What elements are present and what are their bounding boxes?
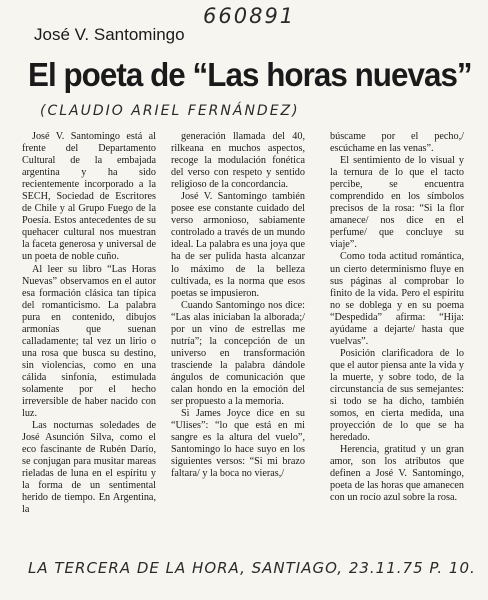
paragraph: búscame por el pecho,/ escúchame en las venas”. bbox=[330, 131, 464, 155]
paragraph: Como toda actitud romántica, un cierto determinismo fluye en sus páginas al comprobar lo finito de la vida. Pero el espíritu no se doblega y en su poema “Despedida” afirma: “Hija: ayúdame a dejarte/ hasta que vuelvas”. bbox=[330, 251, 464, 347]
paragraph: Las nocturnas soledades de José Asunción Silva, como el eco fascinante de Rubén Darío, se conjugan para musitar mareas rieladas de luna en el espíritu y la forma de un sentimental herido de tiempo. En Argentina, la bbox=[22, 420, 156, 516]
paragraph: Cuando Santomingo nos dice: “Las alas iniciaban la alborada;/ por un vino de estrellas me nutría”; la concepción de un universo en transformación trasciende la palabra dándole ángulos de comunicación que calan hondo en la emoción del ser propuesto a la memoria. bbox=[171, 299, 305, 408]
byline: (CLAUDIO ARIEL FERNÁNDEZ) bbox=[40, 103, 300, 119]
article-column-1 bbox=[22, 131, 156, 549]
paragraph: Al leer su libro “Las Horas Nuevas” observamos en el autor esa formación clásica tan típica del romanticismo. La palabra pura en contenido, dibujos armonías que suenan calladamente; tal vez un lirio o una rosa que busca su destino, sin violencias, como en una cálida sinfonía, estimulada solamente por el hecho irreversible de haber nacido con luz. bbox=[22, 263, 156, 420]
author-line: José V. Santomingo bbox=[34, 25, 185, 44]
paragraph: José V. Santomingo está al frente del Departamento Cultural de la embajada argentina y ha sido recientemente incorporado a la SECH, Sociedad de Escritores de Chile y al Grupo Fuego de la Poesía. Estos antecedentes de su quehacer cultural nos muestran la faceta generosa y universal de un poeta de noble cuño. bbox=[22, 131, 156, 263]
paragraph: Herencia, gratitud y un gran amor, son los atributos que definen a José V. Santomingo, poeta de las horas que amanecen con un rocío azul sobre la rosa. bbox=[330, 444, 464, 504]
paragraph: generación llamada del 40, rilkeana en muchos aspectos, recoge la modulación fonética del verso con respeto y sentido religioso de la concordancia. bbox=[171, 131, 305, 191]
paragraph: Posición clarificadora de lo que el autor piensa ante la vida y la muerte, y sobre todo, de la circunstancia de sus semejantes: si todo se ha dicho, también somos, en cierta medida, una proyección de lo que se ha heredado. bbox=[330, 347, 464, 444]
article-column-2 bbox=[171, 131, 305, 549]
archive-number: 660891 bbox=[203, 4, 296, 28]
source-note: LA TERCERA DE LA HORA, SANTIAGO, 23.11.75 P. 10. bbox=[28, 559, 476, 577]
headline: El poeta de “Las horas nuevas” bbox=[28, 56, 472, 93]
paragraph: Si James Joyce dice en su “Ulises”: “lo que está en mi sangre es la altura del vuelo”, Santomingo lo hace suyo en los siguientes versos: “Si mi brazo faltara/ y la boca no vieras,/ bbox=[171, 408, 305, 480]
paragraph: José V. Santomingo también posee ese constante cuidado del verso armonioso, sabiamente controlado a través de un mundo ideal. La palabra es una joya que ha de ser pulida hasta alcanzar lo máximo de la belleza cultivada, es la norma que esos poetas se impusieron. bbox=[171, 191, 305, 299]
article-column-3 bbox=[330, 131, 464, 549]
paragraph: El sentimiento de lo visual y la ternura de lo que el tacto percibe, se encuentra comprendido en los símbolos precisos de la rosa: “Si la flor amanece/ nos dice en el perfume/ que concluye su viaje”. bbox=[330, 155, 464, 251]
